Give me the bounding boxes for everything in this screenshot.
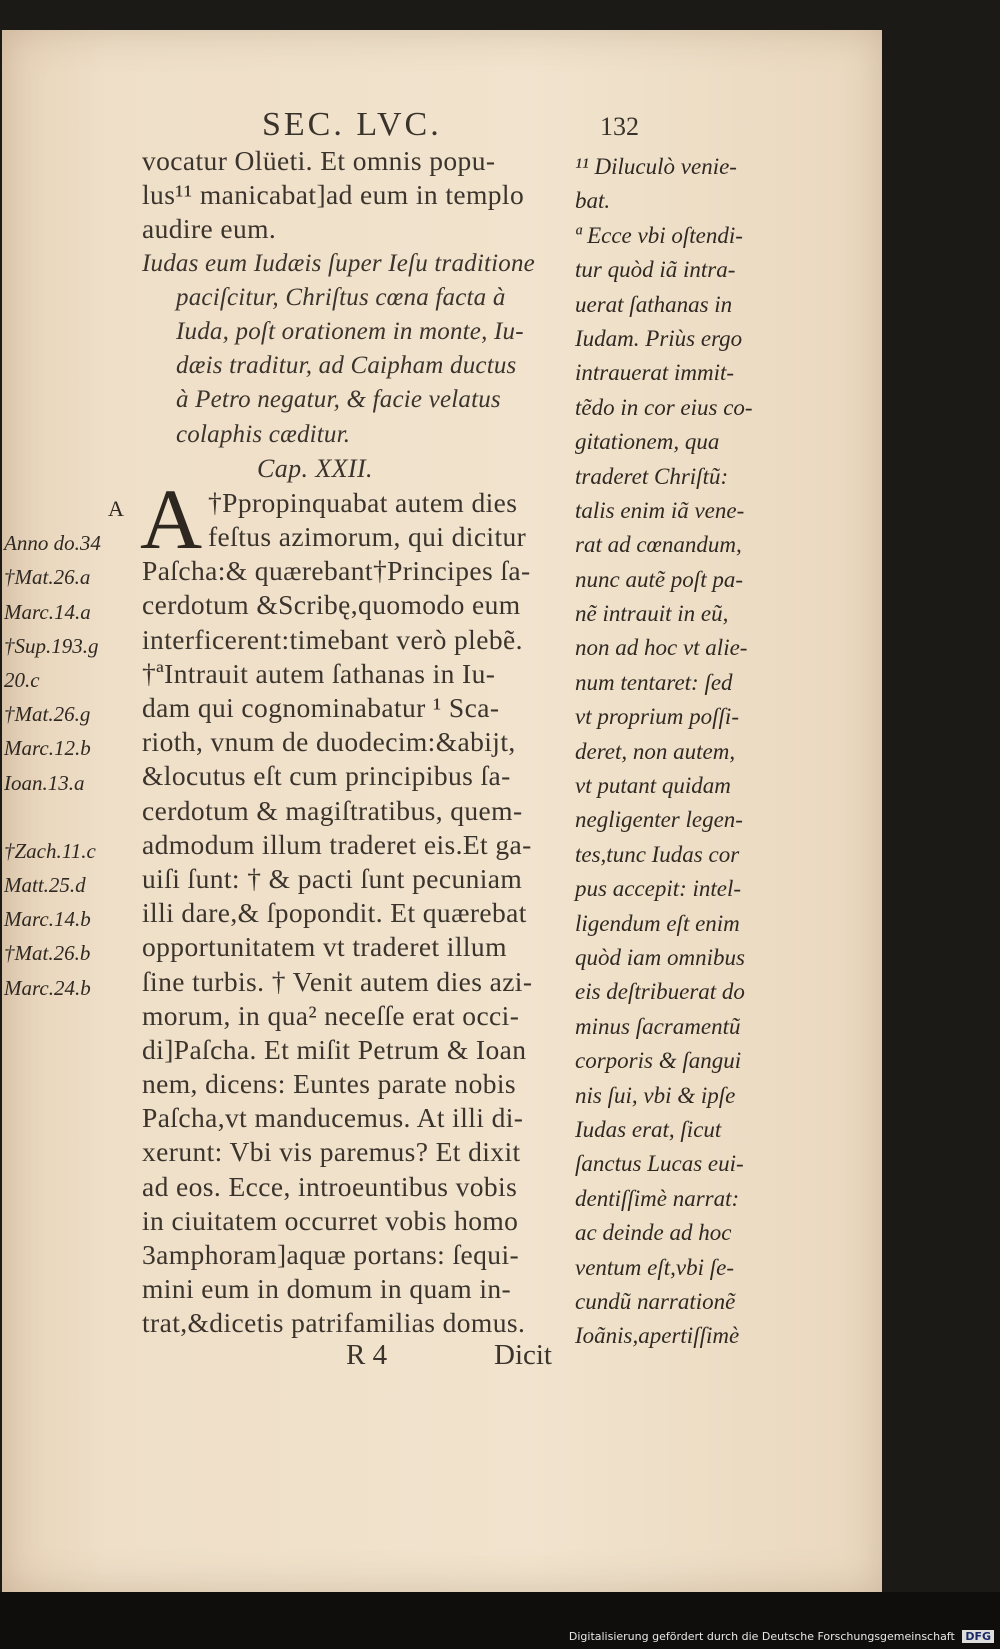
gloss-line: vt proprium poſſi- — [575, 704, 739, 730]
margin-reference: Ioan.13.a — [4, 770, 85, 795]
text-line: interficerent:timebant verò plebẽ. — [142, 623, 523, 655]
gloss-line: tur quòd iã intra- — [575, 257, 736, 283]
text-line: Paſcha:& quærebant†Principes ſa- — [142, 555, 531, 587]
gloss-line: nis ſui, vbi & ipſe — [575, 1082, 736, 1108]
text-line: morum, in qua² neceſſe erat occi- — [142, 999, 520, 1031]
main-text-column — [142, 144, 572, 1341]
folio-number: 132 — [600, 112, 639, 141]
gloss-line: pus accepit: intel- — [575, 876, 742, 902]
margin-reference: †Mat.26.b — [4, 941, 91, 966]
gloss-line: quòd iam omnibus — [575, 944, 745, 970]
margin-reference: 20.c — [4, 667, 40, 692]
text-line: illi dare,& ſpopondit. Et quærebat — [142, 897, 527, 929]
chapter-heading: Cap. XXII. — [257, 453, 373, 483]
gloss-line: nunc autẽ poſt pa- — [575, 566, 743, 592]
gloss-line: ¹¹ Diluculò venie- — [575, 154, 737, 179]
gloss-line: ligendum eſt enim — [575, 910, 740, 936]
text-line: di]Paſcha. Et miſit Petrum & Ioan — [142, 1033, 527, 1065]
chapter-summary-line: Iuda, poſt orationem in monte, Iu- — [176, 317, 524, 345]
signature-mark: R 4 — [346, 1339, 388, 1371]
gloss-line: num tentaret: ſed — [575, 669, 733, 695]
text-line: audire eum. — [142, 213, 277, 245]
text-line: Paſcha,vt manducemus. At illi di- — [142, 1102, 524, 1134]
running-head: SEC. LVC. — [262, 106, 442, 143]
margin-reference: Marc.12.b — [4, 736, 91, 761]
margin-reference: †Mat.26.a — [4, 565, 91, 590]
gloss-line: dentiſſimè narrat: — [575, 1185, 740, 1211]
text-line: &locutus eſt cum principibus ſa- — [142, 760, 511, 792]
text-line: uiſi ſunt: † & pacti ſunt pecuniam — [142, 862, 523, 894]
gloss-line: talis enim iã vene- — [575, 497, 745, 523]
right-margin-gloss — [575, 150, 795, 1354]
text-line: dam qui cognominabatur ¹ Sca- — [142, 692, 500, 723]
chapter-summary-line: colaphis cæditur. — [176, 420, 351, 448]
chapter-summary-line: dæis traditur, ad Caipham ductus — [176, 352, 517, 380]
gloss-line: minus ſacramentũ — [575, 1013, 741, 1039]
digitization-credit — [569, 1630, 994, 1643]
text-line: trat,&dicetis patrifamilias domus. — [142, 1307, 526, 1339]
gloss-line: Iudam. Priùs ergo — [575, 325, 743, 351]
gloss-line: ventum eſt,vbi ſe- — [575, 1254, 735, 1280]
text-line: cerdotum & magiſtratibus, quem- — [142, 794, 523, 826]
text-line: feſtus azimorum, qui dicitur — [208, 521, 527, 553]
gloss-line: bat. — [575, 188, 611, 214]
text-line: lus¹¹ manicabat]ad eum in templo — [142, 179, 525, 211]
chapter-summary-line: paciſcitur, Chriſtus cœna facta à — [176, 283, 506, 311]
text-line: mini eum in domum in quam in- — [142, 1273, 512, 1305]
text-line: xerunt: Vbi vis paremus? Et dixit — [142, 1136, 521, 1168]
gloss-line: cundũ narrationẽ — [575, 1288, 736, 1314]
margin-reference: Anno do.34 — [4, 531, 101, 556]
text-line: vocatur Olüeti. Et omnis popu- — [142, 145, 496, 176]
credit-text: Digitalisierung gefördert durch die Deutsche Forschungsgemeinschaft — [568, 1630, 955, 1643]
margin-reference: †Sup.193.g — [4, 633, 99, 658]
margin-reference: Marc.24.b — [4, 975, 91, 1000]
margin-section-letter: A — [108, 496, 124, 521]
gloss-line: deret, non autem, — [575, 738, 736, 764]
gloss-line: eis deſtribuerat do — [575, 979, 745, 1005]
gloss-line: tẽdo in cor eius co- — [575, 394, 753, 420]
gloss-line: non ad hoc vt alie- — [575, 635, 748, 661]
margin-reference: Marc.14.a — [4, 599, 91, 624]
gloss-line: ſanctus Lucas eui- — [575, 1151, 744, 1177]
gloss-line: intrauerat immit- — [575, 360, 735, 386]
text-line: †ªIntrauit autem ſathanas in Iu- — [142, 657, 496, 689]
gloss-line: tes,tunc Iudas cor — [575, 841, 740, 867]
text-line: †Ppropinquabat autem dies — [208, 486, 518, 518]
margin-reference: †Mat.26.g — [4, 702, 91, 727]
gloss-line: vt putant quidam — [575, 773, 731, 799]
margin-reference: Matt.25.d — [4, 873, 86, 898]
text-line: ſine turbis. † Venit autem dies azi- — [142, 965, 533, 997]
chapter-summary-line: Iudas eum Iudæis ſuper Ieſu traditione — [142, 249, 535, 277]
text-line: 3amphoram]aquæ portans: ſequi- — [142, 1239, 520, 1270]
left-margin-references — [4, 492, 134, 1005]
drop-capital: A — [140, 471, 203, 567]
gloss-line: nẽ intrauit in eũ, — [575, 601, 729, 627]
catchword: Dicit — [494, 1339, 552, 1371]
gloss-line: gitationem, qua — [575, 429, 720, 455]
gloss-line: uerat ſathanas in — [575, 291, 733, 317]
text-line: ad eos. Ecce, introeuntibus vobis — [142, 1170, 518, 1202]
text-line: opportunitatem vt traderet illum — [142, 931, 507, 963]
gloss-line: rat ad cœnandum, — [575, 532, 742, 558]
text-line: cerdotum &Scribę,quomodo eum — [142, 589, 521, 621]
gloss-line: Ioãnis,apertiſſimè — [575, 1323, 740, 1349]
margin-reference: †Zach.11.c — [4, 838, 96, 863]
dfg-logo: DFG — [962, 1630, 994, 1643]
gloss-line: ª Ecce vbi oſtendi- — [575, 222, 743, 248]
chapter-summary-line: à Petro negatur, & facie velatus — [176, 386, 501, 414]
text-line: in ciuitatem occurret vobis homo — [142, 1204, 519, 1236]
gloss-line: corporis & ſangui — [575, 1048, 742, 1074]
margin-reference: Marc.14.b — [4, 907, 91, 932]
gloss-line: ac deinde ad hoc — [575, 1220, 732, 1246]
gloss-line: negligenter legen- — [575, 807, 743, 833]
text-line: nem, dicens: Euntes parate nobis — [142, 1068, 517, 1100]
gloss-line: Iudas erat, ſicut — [575, 1116, 722, 1142]
margin-spacer — [4, 800, 134, 834]
text-line: admodum illum traderet eis.Et ga- — [142, 828, 532, 860]
gloss-line: traderet Chriſtũ: — [575, 463, 729, 489]
text-line: rioth, vnum de duodecim:&abijt, — [142, 726, 516, 758]
